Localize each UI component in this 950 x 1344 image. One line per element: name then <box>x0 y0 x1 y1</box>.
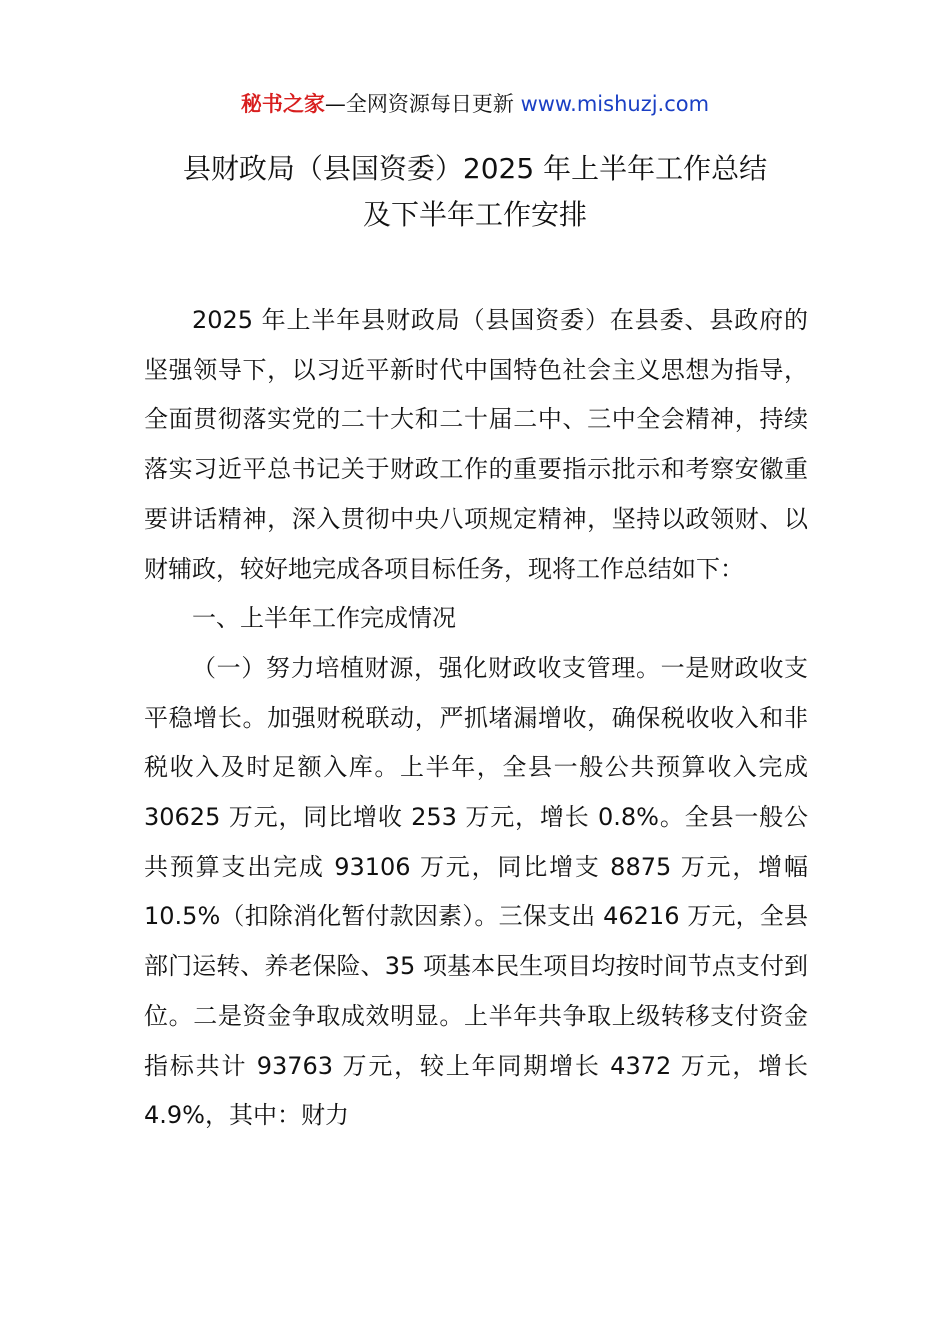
site-url-link[interactable]: www.mishuzj.com <box>520 92 710 116</box>
section-heading: 一、上半年工作完成情况 <box>192 604 456 633</box>
paragraph-intro: 2025 年上半年县财政局（县国资委）在县委、县政府的坚强领导下，以习近平新时代中国特色社会主义思想为指导，全面贯彻落实党的二十大和二十届二中、三中全会精神，持续落实习近平总书记关于财政工作的重要指示批示和考察安徽重要讲话精神，深入贯彻中央八项规定精神，坚持以政领财、以财辅政，较好地完成各项目标任务，现将工作总结如下： <box>144 306 808 583</box>
document-body <box>144 296 808 1141</box>
title-line-1: 县财政局（县国资委）2025 年上半年工作总结 <box>182 152 768 185</box>
paragraph-section-1: （一）努力培植财源，强化财政收支管理。一是财政收支平稳增长。加强财税联动，严抓堵漏增收，确保税收收入和非税收入及时足额入库。上半年，全县一般公共预算收入完成 30625 万元，同比增收 253 万元，增长 0.8%。全县一般公共预算支出完成 93106 万元，同比增支 8875 万元，增幅 10.5%（扣除消化暂付款因素）。三保支出 46216 万元，全县部门运转、养老保险、35 项基本民生项目均按时间节点支付到位。二是资金争取成效明显。上半年共争取上级转移支付资金指标共计 93763 万元，较上年同期增长 4372 万元，增长 4.9%，其中：财力 <box>144 653 808 1130</box>
document-title <box>0 146 950 238</box>
site-header <box>0 88 950 120</box>
brand-name: 秘书之家 <box>240 92 325 116</box>
title-line-2: 及下半年工作安排 <box>362 198 587 231</box>
header-tagline: —全网资源每日更新 <box>324 92 521 116</box>
